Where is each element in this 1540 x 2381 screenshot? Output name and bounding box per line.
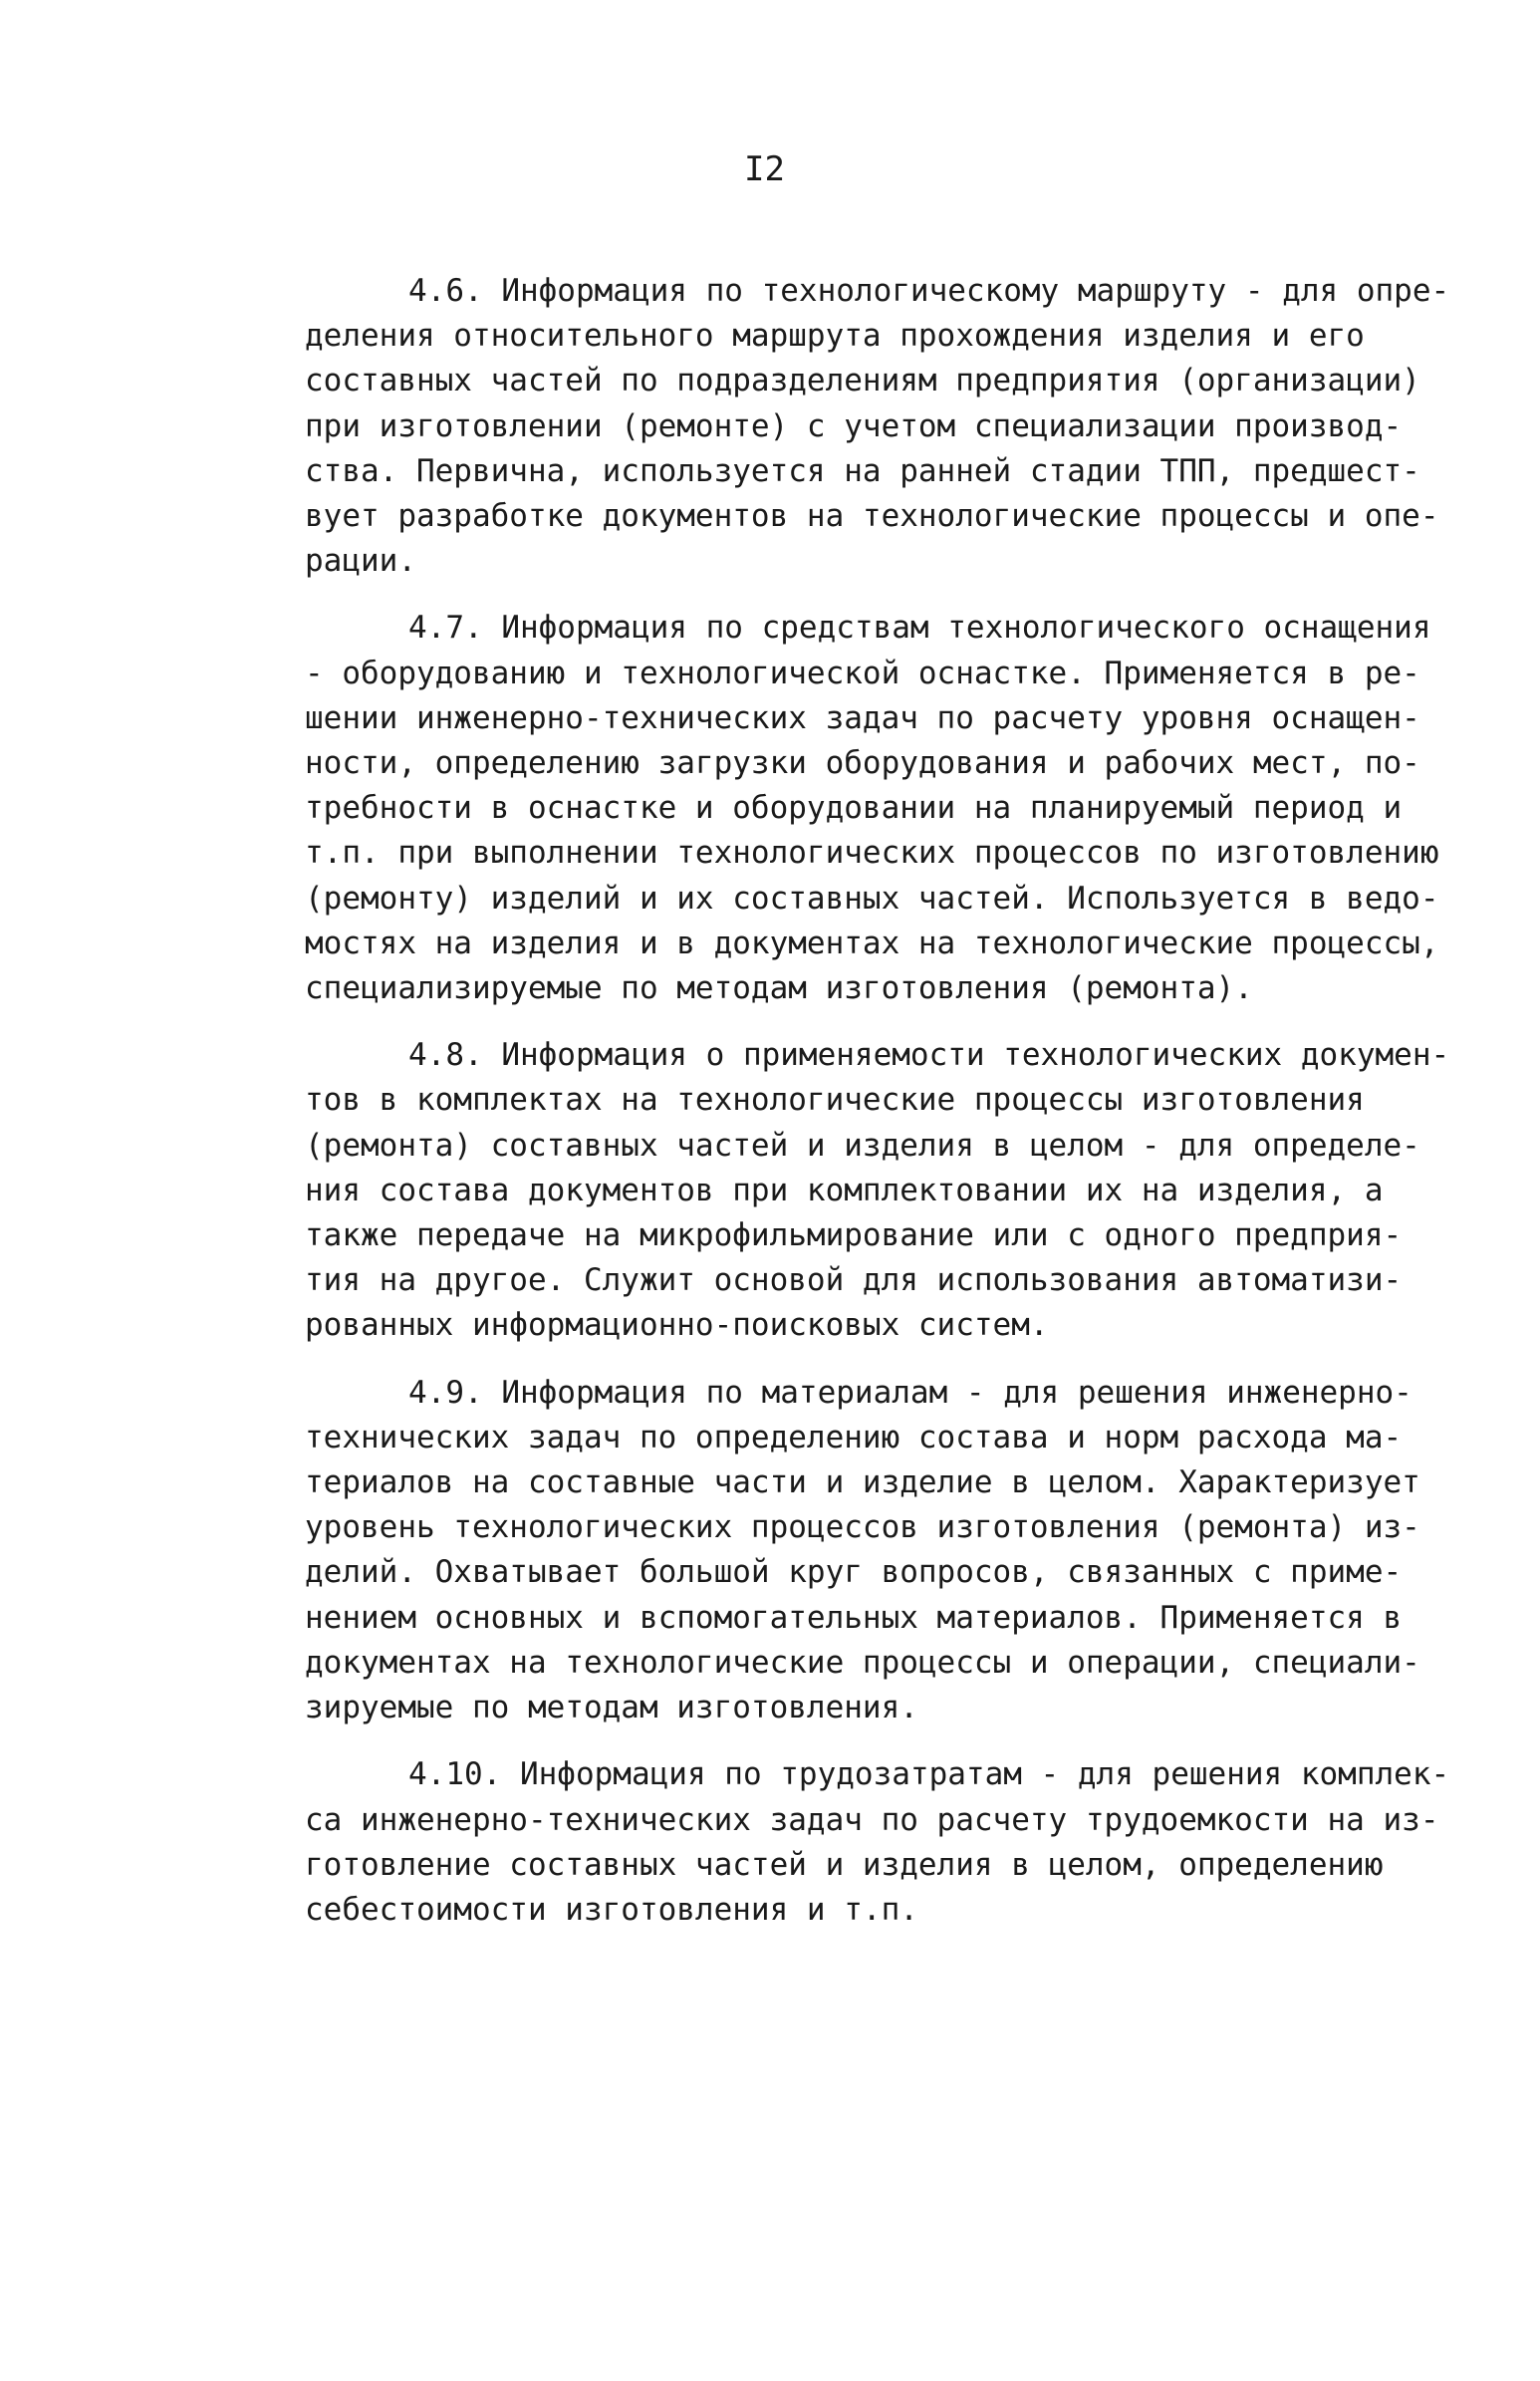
paragraph [305, 1033, 1450, 1348]
paragraph [305, 1752, 1450, 1933]
paragraph-line: ности, определению загрузки оборудования и рабочих мест, по- [305, 745, 1420, 782]
paragraph-line: 4.10. Информация по трудозатратам - для решения комплек- [408, 1756, 1450, 1793]
paragraph-line: технических задач по определению состава и норм расхода ма- [305, 1419, 1403, 1455]
paragraph-line: уровень технологических процессов изготовления (ремонта) из- [305, 1509, 1420, 1546]
paragraph-line: шении инженерно-технических задач по расчету уровня оснащен- [305, 699, 1420, 736]
paragraph-line: требности в оснастке и оборудовании на планируемый период и [305, 790, 1403, 827]
paragraph-line: мостях на изделия и в документах на технологические процессы, [305, 925, 1439, 961]
paragraph-line: са инженерно-технических задач по расчету трудоемкости на из- [305, 1801, 1439, 1838]
paragraph [305, 1371, 1420, 1731]
paragraph-line: зируемые по методам изготовления. [305, 1690, 918, 1726]
paragraph-line: ния состава документов при комплектовании их на изделия, а [305, 1172, 1384, 1208]
paragraph-line: 4.9. Информация по материалам - для решения инженерно- [408, 1374, 1412, 1411]
paragraph-line: т.п. при выполнении технологических процессов по изготовлению [305, 835, 1439, 872]
paragraph-line: вует разработке документов на технологические процессы и опе- [305, 498, 1439, 535]
paragraph-line: составных частей по подразделениям предприятия (организации) [305, 363, 1420, 399]
paragraph-line: нением основных и вспомогательных материалов. Применяется в [305, 1599, 1403, 1636]
paragraph-line: делий. Охватывает большой круг вопросов, связанных с приме- [305, 1554, 1403, 1591]
paragraph-line: специализируемые по методам изготовления (ремонта). [305, 970, 1253, 1007]
paragraph-line: тов в комплектах на технологические процессы изготовления [305, 1082, 1365, 1119]
paragraph-line: (ремонта) составных частей и изделия в целом - для определе- [305, 1127, 1420, 1164]
paragraph [305, 606, 1439, 1011]
paragraph-line: деления относительного маршрута прохождения изделия и его [305, 318, 1365, 355]
paragraph-line: 4.6. Информация по технологическому маршруту - для опре- [408, 273, 1450, 309]
paragraph-line: себестоимости изготовления и т.п. [305, 1891, 918, 1928]
paragraph-line: 4.7. Информация по средствам технологического оснащения [408, 610, 1431, 647]
paragraph-line: рации. [305, 543, 416, 580]
paragraph-line: при изготовлении (ремонте) с учетом специализации производ- [305, 407, 1403, 444]
paragraph-line: (ремонту) изделий и их составных частей. Используется в ведо- [305, 880, 1439, 917]
paragraph-line: 4.8. Информация о применяемости технологических докумен- [408, 1037, 1450, 1074]
paragraph-line: также передаче на микрофильмирование или с одного предприя- [305, 1217, 1403, 1254]
paragraph-line: документах на технологические процессы и операции, специали- [305, 1644, 1420, 1681]
paragraph-line: тия на другое. Служит основой для использования автоматизи- [305, 1262, 1403, 1299]
paragraph-line: готовление составных частей и изделия в целом, определению [305, 1846, 1384, 1883]
paragraph-line: ства. Первична, используется на ранней стадии ТПП, предшест- [305, 452, 1420, 489]
paragraph-line: териалов на составные части и изделие в целом. Характеризует [305, 1464, 1420, 1501]
body-text [305, 269, 1450, 1955]
paragraph [305, 269, 1450, 584]
page-number: I2 [744, 149, 785, 189]
paragraph-line: - оборудованию и технологической оснастке. Применяется в ре- [305, 655, 1420, 691]
paragraph-line: рованных информационно-поисковых систем. [305, 1307, 1049, 1344]
